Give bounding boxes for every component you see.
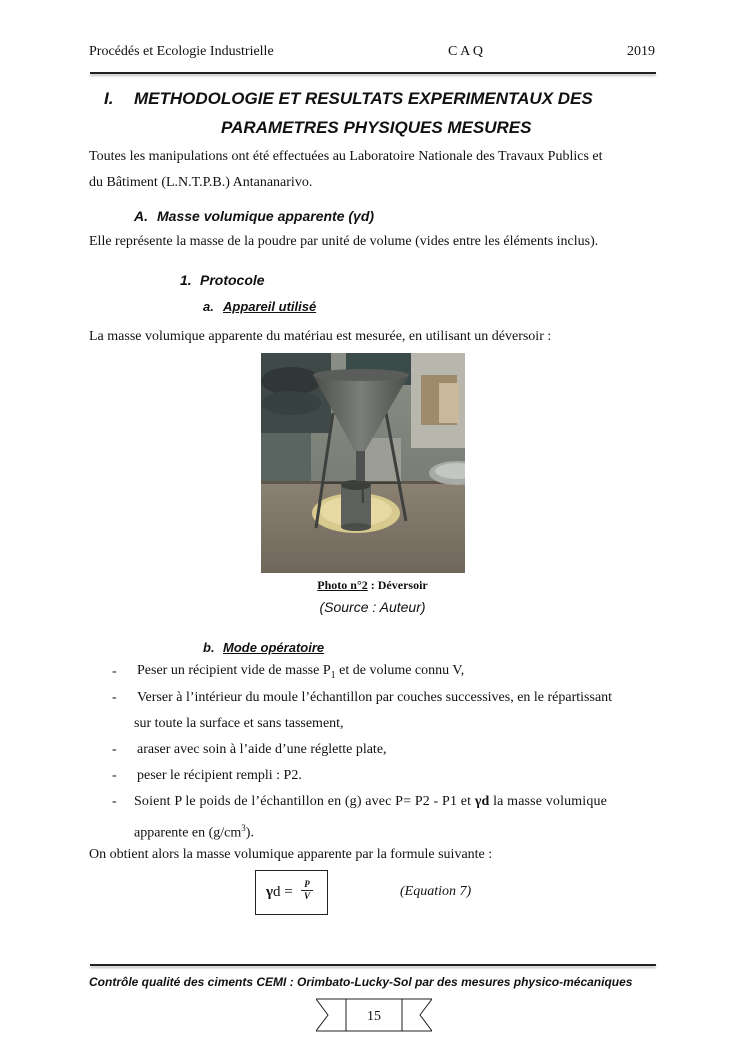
footer-rule [90, 964, 656, 966]
equation-lhs [266, 884, 293, 901]
subsection-a-title: Masse volumique apparente (γd) [157, 208, 375, 224]
equation-denominator: V [301, 890, 313, 902]
procedure-item-3: araser avec soin à l’aide d’une réglette plate, [137, 742, 387, 757]
subsection-a-text: Elle représente la masse de la poudre par unité de volume (vides entre les éléments inclus). [89, 234, 599, 249]
procedure-item-2-line2: sur toute la surface et sans tassement, [134, 716, 344, 731]
equation-box [255, 870, 328, 915]
bullet-marker: - [112, 794, 117, 809]
procedure-item-2-line1: Verser à l’intérieur du moule l’échantillon par couches successives, en le répartissant [137, 690, 613, 705]
protocol-title: Protocole [200, 272, 265, 288]
bullet-marker: - [112, 768, 117, 783]
procedure-item-1-post: et de volume connu V, [335, 663, 465, 678]
procedure-title: Mode opératoire [223, 640, 325, 655]
photo-caption [0, 578, 745, 593]
equation-gamma: γ [266, 884, 274, 900]
procedure-item-5-line2-pre: apparente en (g/cm [134, 825, 242, 841]
header-left: Procédés et Ecologie Industrielle [89, 44, 274, 59]
procedure-item-1-pre: Peser un récipient vide de masse P [137, 663, 331, 678]
procedure-number: b. [203, 640, 215, 655]
protocol-number: 1. [180, 272, 192, 288]
header-rule [90, 72, 656, 74]
intro-line1: Toutes les manipulations ont été effectuées au Laboratoire Nationale des Travaux Publics et [89, 149, 603, 164]
apparatus-title: Appareil utilisé [223, 299, 317, 314]
section-title-line2: PARAMETRES PHYSIQUES MESURES [221, 118, 532, 137]
photo-caption-label: Photo n°2 [317, 578, 368, 592]
procedure-item-5-post: la masse volumique [489, 794, 608, 809]
intro-line2: du Bâtiment (L.N.T.P.B.) Antananarivo. [89, 175, 313, 190]
photo-caption-sep: : [367, 578, 378, 592]
section-number: I. [104, 89, 114, 108]
page-number: 15 [367, 1009, 381, 1024]
procedure-item-4: peser le récipient rempli : P2. [137, 768, 302, 783]
deversoir-photo [261, 353, 465, 573]
bullet-marker: - [112, 664, 117, 679]
equation-fraction [301, 879, 313, 902]
procedure-item-5-pre: Soient P le poids de l’échantillon en (g) avec P= P2 - P1 et [134, 794, 475, 809]
procedure-item-5-line2-post: ). [245, 825, 254, 841]
apparatus-text: La masse volumique apparente du matériau est mesurée, en utilisant un déversoir : [89, 329, 552, 344]
bullet-marker: - [112, 690, 117, 705]
procedure-item-5-line1 [134, 789, 656, 815]
photo-source: (Source : Auteur) [319, 599, 426, 615]
footer-text: Contrôle qualité des ciments CEMI : Orimbato-Lucky-Sol par des mesures physico-mécaniques [89, 975, 633, 989]
header-right: 2019 [627, 44, 655, 59]
formula-intro: On obtient alors la masse volumique apparente par la formule suivante : [89, 847, 493, 862]
header-center: C A Q [448, 44, 484, 59]
procedure-item-5-line2-sup: 3 [241, 823, 246, 833]
procedure-item-5-bold: γd [474, 794, 490, 809]
procedure-item-1-sub: 1 [330, 669, 336, 681]
equation-lhs-text: d = [273, 884, 293, 900]
photo-caption-title: Déversoir [377, 578, 428, 592]
equation-numerator: P [304, 879, 310, 889]
equation-label: (Equation 7) [400, 884, 472, 899]
section-title-line1: METHODOLOGIE ET RESULTATS EXPERIMENTAUX DES [134, 89, 593, 108]
apparatus-number: a. [203, 299, 214, 314]
subsection-a-number: A. [134, 208, 148, 224]
bullet-marker: - [112, 742, 117, 757]
